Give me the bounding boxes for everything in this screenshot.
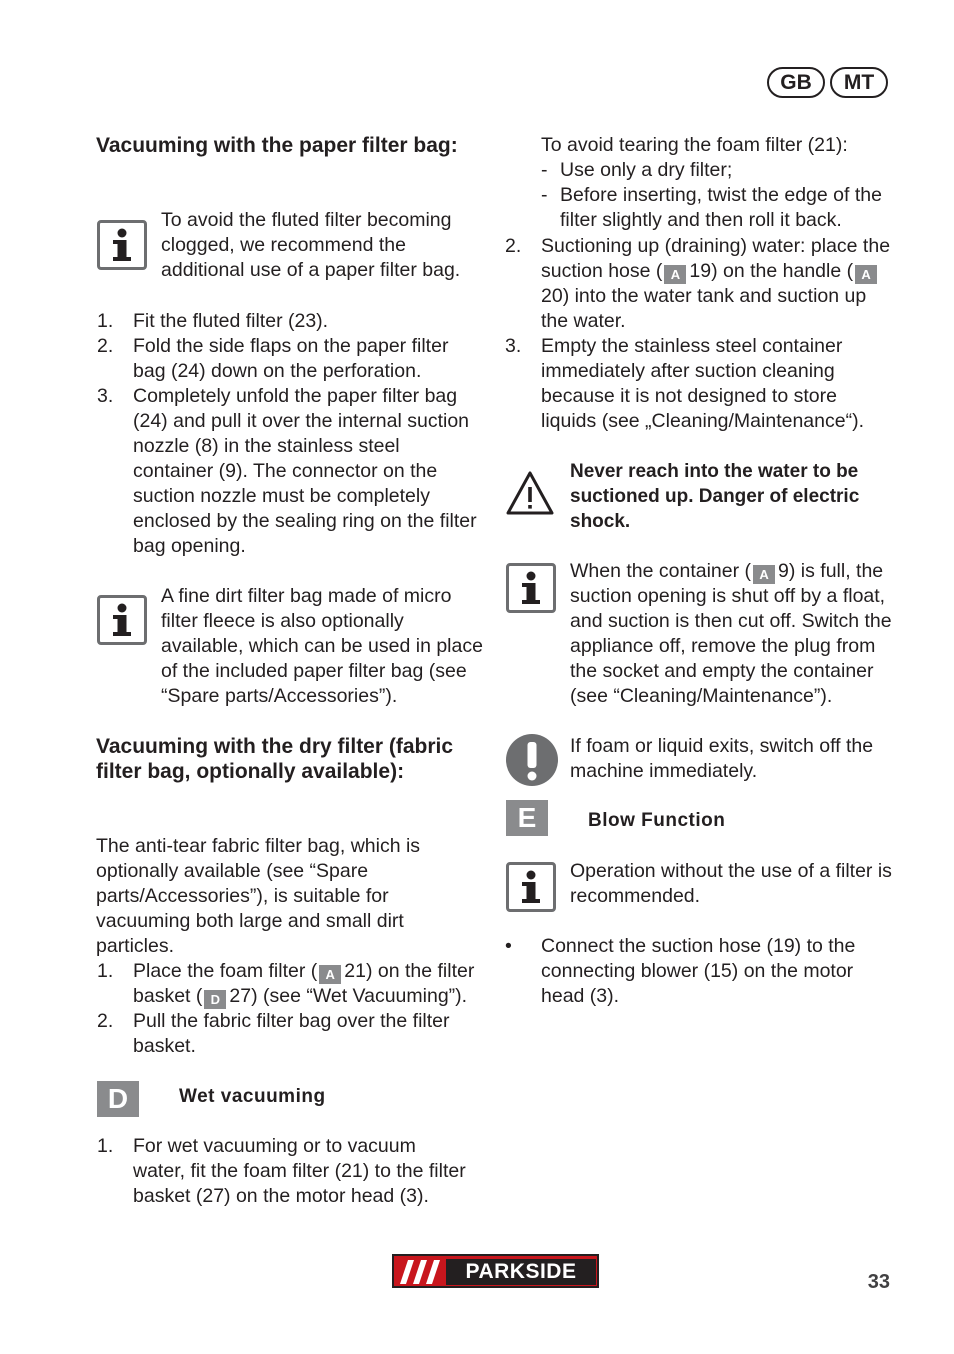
brand-name: PARKSIDE xyxy=(446,1259,596,1285)
warning-triangle-icon xyxy=(505,470,555,516)
list-item: - Before inserting, twist the edge of the filter slightly and then roll it back. xyxy=(541,184,882,231)
figure-badge: A xyxy=(319,965,341,984)
paper-filter-steps xyxy=(97,309,477,559)
lang-badge-gb: GB xyxy=(767,67,825,98)
figure-badge: A xyxy=(855,265,877,284)
paper-filter-heading: Vacuuming with the paper filter bag: xyxy=(96,134,458,157)
parkside-logo xyxy=(392,1254,599,1288)
list-item: - Use only a dry filter; xyxy=(541,159,733,181)
section-letter-e: E xyxy=(506,800,548,836)
wet-vacuuming-heading: Wet vacuuming xyxy=(179,1086,326,1107)
list-item: 1. For wet vacuuming or to vacuum water, fit the foam filter (21) to the filter basket (27) on the motor head (3). xyxy=(97,1135,466,1207)
blow-steps xyxy=(505,934,875,1009)
list-item: 3. Completely unfold the paper filter bag (24) and pull it over the internal suction nozzle (8) in the stainless steel container (9). The connector on the suction nozzle must be completely enclosed by the sealing ring on the filter bag opening. xyxy=(97,385,477,557)
list-item: 2. Fold the side flaps on the paper filter bag (24) down on the perforation. xyxy=(97,335,449,382)
list-item: 2. Suctioning up (draining) water: place the suction hose ( A 19) on the handle ( A20) into the water tank and suction up the water. xyxy=(505,235,891,332)
section-letter-d: D xyxy=(97,1081,139,1117)
info-icon xyxy=(97,595,147,645)
figure-badge: D xyxy=(204,990,226,1009)
dry-filter-intro: The anti-tear fabric filter bag, which is optionally available (see “Spare parts/Accessories”), is suitable for vacuuming both large and small dirt particles. xyxy=(96,835,421,957)
dry-filter-heading: Vacuuming with the dry filter (fabric filter bag, optionally available): xyxy=(96,735,454,783)
exclamation-circle-icon xyxy=(505,733,559,787)
list-item: 1. Fit the fluted filter (23). xyxy=(97,310,329,332)
lang-badge-mt: MT xyxy=(830,67,888,98)
wet-steps xyxy=(97,1134,467,1209)
info-icon xyxy=(97,220,147,270)
electric-shock-warning: Never reach into the water to be suctioned up. Danger of electric shock. xyxy=(570,461,860,532)
container-full-note: When the container ( A 9) is full, the suction opening is shut off by a float, and suction is then cut off. Switch the appliance off, remove the plug from the socket and empty the container (see “Cleaning/Maintenance”). xyxy=(570,560,892,707)
list-item: 2. Pull the fabric filter bag over the filter basket. xyxy=(97,1010,450,1057)
info-icon xyxy=(506,862,556,912)
foam-filter-dashes xyxy=(541,158,891,233)
figure-badge: A xyxy=(664,265,686,284)
page-number: 33 xyxy=(867,1271,890,1293)
blow-function-heading: Blow Function xyxy=(588,810,726,831)
paper-filter-note: To avoid the fluted filter becoming clogged, we recommend the additional use of a paper filter bag. xyxy=(161,209,461,281)
list-item: 1. Place the foam filter ( A 21) on the filter basket ( D 27) (see “Wet Vacuuming”). xyxy=(97,960,475,1007)
foam-filter-intro: To avoid tearing the foam filter (21): xyxy=(541,134,848,156)
stripes-icon xyxy=(400,1260,442,1284)
info-icon xyxy=(506,563,556,613)
blow-note: Operation without the use of a filter is recommended. xyxy=(570,860,892,907)
dry-filter-steps xyxy=(97,959,479,1059)
water-steps xyxy=(505,234,891,434)
figure-badge: A xyxy=(753,565,775,584)
list-item: 3. Empty the stainless steel container immediately after suction cleaning because it is not designed to store liquids (see „Cleaning/Maintenance“). xyxy=(505,335,864,432)
foam-exit-note: If foam or liquid exits, switch off the machine immediately. xyxy=(570,735,874,782)
list-item: • Connect the suction hose (19) to the connecting blower (15) on the motor head (3). xyxy=(505,935,856,1007)
fine-filter-note: A fine dirt filter bag made of micro filter fleece is also optionally available, which can be used in place of the included paper filter bag (see “Spare parts/Accessories”). xyxy=(161,585,483,707)
